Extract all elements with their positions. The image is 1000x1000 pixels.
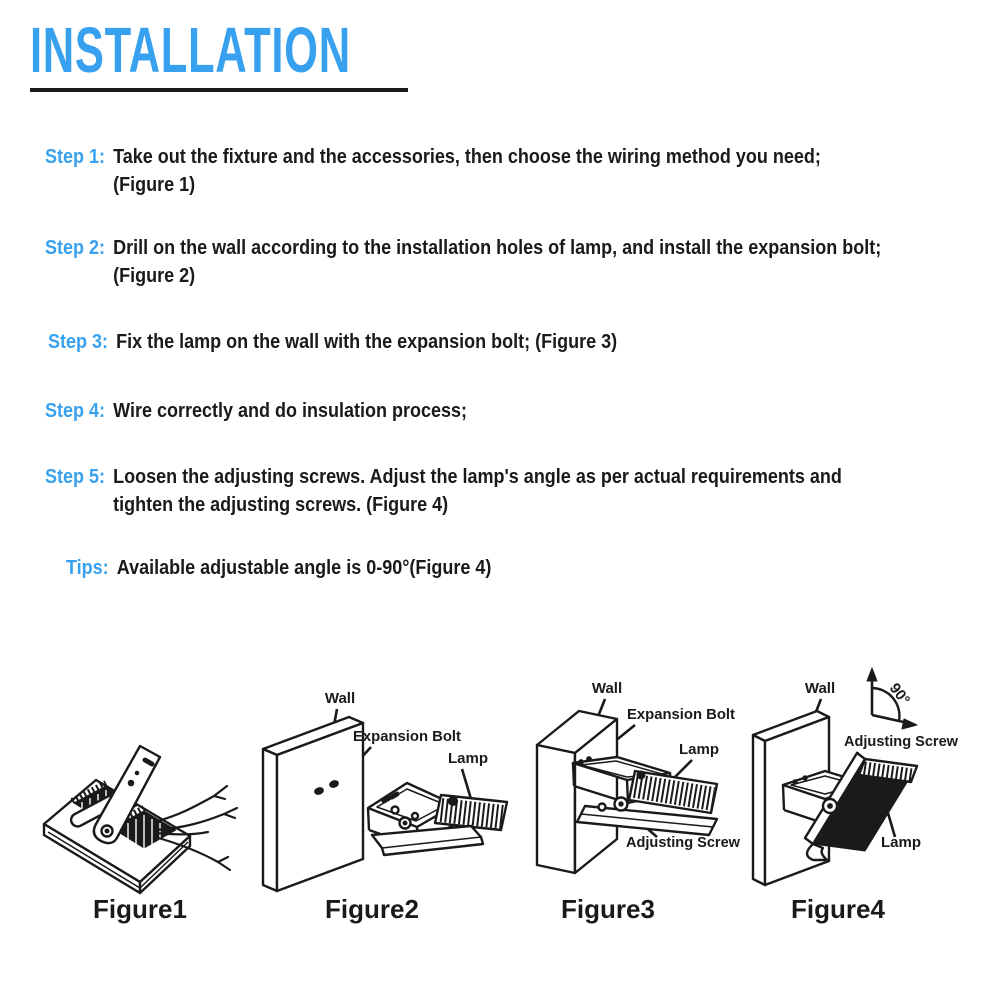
tips-label: Tips: [66, 557, 109, 579]
expansion-bolt [579, 760, 584, 765]
lamp-label: Lamp [447, 750, 489, 767]
figure2-drawing [250, 663, 512, 898]
angle-value: 90° [885, 680, 914, 709]
lamp-drawing [368, 783, 507, 855]
step-5-label: Step 5: [45, 466, 106, 488]
wall-drawing [537, 711, 617, 873]
step-3-label: Step 3: [48, 331, 109, 353]
step-1-label: Step 1: [45, 146, 106, 168]
step-2-text: Drill on the wall according to the installation holes of lamp, and install the expansion bolt; (Figure 2) [113, 237, 882, 287]
step-5-text: Loosen the adjusting screws. Adjust the lamp's angle as per actual requirements and tighten the adjusting screws. (Figure 4) [113, 466, 842, 516]
step-4-text: Wire correctly and do insulation process; [113, 400, 468, 422]
step-2 [45, 234, 881, 290]
page-title: INSTALLATION [30, 14, 351, 86]
figure3-drawing [505, 663, 750, 898]
figure4-drawing [745, 663, 995, 898]
expansion-bolt-label: Expansion Bolt [627, 706, 735, 723]
figure3-caption: Figure3 [561, 894, 655, 924]
tips [66, 554, 491, 582]
figure4-caption: Figure4 [791, 894, 885, 924]
title-underline [30, 88, 408, 92]
floodlight-back-drawing [44, 746, 237, 893]
wall-drawing [263, 717, 363, 891]
step-1-text: Take out the fixture and the accessories, then choose the wiring method you need; (Figure 1) [113, 146, 821, 196]
wall-label: Wall [324, 690, 356, 707]
step-5 [45, 463, 842, 519]
lamp-label: Lamp [678, 741, 720, 758]
figure1-drawing [28, 740, 253, 900]
angle-indicator [867, 668, 917, 729]
adjusting-screw-label: Adjusting Screw [844, 733, 959, 750]
step-1 [45, 143, 821, 199]
figure1-caption: Figure1 [93, 894, 187, 924]
adjusting-screw-label: Adjusting Screw [626, 834, 741, 851]
lamp-leader-line [462, 769, 471, 799]
lamp-screw [637, 771, 645, 779]
expansion-bolt [587, 757, 592, 762]
step-4 [45, 397, 467, 425]
wall-label: Wall [804, 680, 836, 697]
tips-text: Available adjustable angle is 0-90°(Figure 4) [116, 557, 492, 579]
figure2-caption: Figure2 [325, 894, 419, 924]
lamp-leader-line [673, 760, 692, 779]
lamp-screw [449, 797, 458, 806]
lamp-label: Lamp [880, 834, 922, 851]
expansion-bolt-label: Expansion Bolt [353, 728, 461, 745]
step-4-label: Step 4: [45, 400, 106, 422]
step-2-label: Step 2: [45, 237, 106, 259]
step-3 [48, 328, 617, 356]
wall-label: Wall [591, 680, 623, 697]
step-3-text: Fix the lamp on the wall with the expansion bolt; (Figure 3) [116, 331, 618, 353]
